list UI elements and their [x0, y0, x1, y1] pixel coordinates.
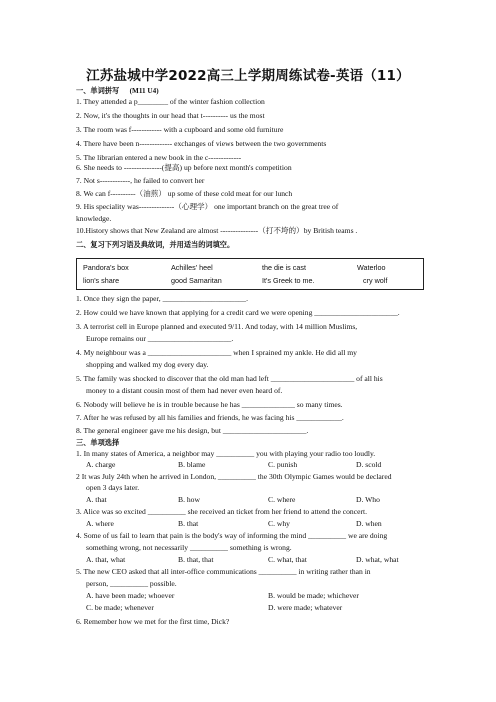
s2-item-6: 6. Nobody will believe he is in trouble because he has ______________ so many times.	[76, 400, 343, 409]
q5-option-b: B. would be made; whichever	[268, 591, 359, 600]
s2-item-4: 4. My neighbour was a ______________________ when I sprained my ankle. He did all my	[76, 348, 357, 357]
s2-item-4-cont: shopping and walked my dog every day.	[86, 360, 209, 369]
q4-option-a: A. that, what	[86, 555, 126, 564]
q3-option-b: B. that	[178, 519, 199, 528]
q4-stem-cont: something wrong, not necessarily __________ something is wrong.	[86, 543, 292, 552]
s1-item-9: 9. His speciality was--------------（心理学） one important branch on the great tree of	[76, 202, 339, 211]
idiom-7: It's Greek to me.	[262, 276, 315, 285]
q1-option-d: D. scold	[356, 460, 382, 469]
s2-item-7: 7. After he was refused by all his families and friends, he was facing his ____________.	[76, 413, 344, 422]
idiom-word-box	[76, 258, 424, 290]
s2-item-5: 5. The family was shocked to discover that the old man had left ______________________ of all his	[76, 374, 383, 383]
s2-item-1: 1. Once they sign the paper, ______________________.	[76, 294, 249, 303]
section1-heading-text: 一、单词拼写	[76, 86, 120, 95]
q3-stem: 3. Alice was so excited __________ she received an ticket from her friend to attend the concert.	[76, 507, 367, 516]
s1-item-7: 7. Not s------------, he failed to convert her	[76, 176, 205, 185]
idiom-8: cry wolf	[363, 276, 388, 285]
q2-option-c: C. where	[268, 495, 296, 504]
q2-option-b: B. how	[178, 495, 200, 504]
q2-stem: 2 It was July 24th when he arrived in London, __________ the 30th Olympic Games would be declared	[76, 472, 392, 481]
q1-option-c: C. punish	[268, 460, 298, 469]
q1-option-b: B. blame	[178, 460, 206, 469]
idiom-1: Pandora's box	[83, 263, 129, 272]
q1-stem: 1. In many states of America, a neighbor may __________ you with playing your radio too loudly.	[76, 449, 376, 458]
q3-option-a: A. where	[86, 519, 114, 528]
q2-option-d: D. Who	[356, 495, 380, 504]
s1-item-3: 3. The room was f------------ with a cupboard and some old furniture	[76, 125, 284, 134]
q2-stem-cont: open 3 days later.	[86, 483, 140, 492]
s1-item-5: 5. The librarian entered a new book in the c-------------	[76, 153, 242, 162]
idiom-2: Achilles' heel	[171, 263, 213, 272]
idiom-3: the die is cast	[262, 263, 306, 272]
s2-item-8: 8. The general engineer gave me his design, but ______________________.	[76, 426, 309, 435]
q5-stem-cont: person, __________ possible.	[86, 579, 177, 588]
idiom-6: good Samaritan	[171, 276, 222, 285]
q5-option-c: C. be made; whenever	[86, 603, 154, 612]
s1-item-2: 2. Now, it's the thoughts in our head that t---------- us the most	[76, 111, 265, 120]
q1-option-a: A. charge	[86, 460, 116, 469]
s1-item-10: 10.History shows that New Zealand are almost ---------------（打不垮的）by British teams .	[76, 226, 358, 235]
q4-stem: 4. Some of us fail to learn that pain is the body's way of informing the mind __________ we are doing	[76, 531, 388, 540]
q2-option-a: A. that	[86, 495, 107, 504]
section2-heading: 二、复习下列习语及典故词，并用适当的词填空。	[76, 240, 235, 249]
s1-item-4: 4. There have been n------------- exchanges of views between the two governments	[76, 139, 327, 148]
q5-stem: 5. The new CEO asked that all inter-office communications __________ in writing rather than in	[76, 567, 371, 576]
s1-item-9-cont: knowledge.	[76, 214, 112, 223]
section1-unit: (M11 U4)	[129, 87, 159, 95]
idiom-5: lion's share	[83, 276, 120, 285]
q5-option-a: A. have been made; whoever	[86, 591, 175, 600]
s2-item-3-cont: Europe remains our ______________________.	[86, 334, 234, 343]
s1-item-8: 8. We can f----------（油煎） up some of these cold meat for our lunch	[76, 189, 293, 198]
s2-item-2: 2. How could we have known that applying for a credit card we were opening ______________________.	[76, 308, 400, 317]
q6-stem: 6. Remember how we met for the first time, Dick?	[76, 617, 230, 626]
q3-option-d: D. when	[356, 519, 382, 528]
q5-option-d: D. were made; whatever	[268, 603, 343, 612]
page-title: 江苏盐城中学2022高三上学期周练试卷-英语（11）	[86, 68, 410, 84]
section1-heading	[76, 86, 159, 96]
q4-option-b: B. that, that	[178, 555, 214, 564]
s2-item-5-cont: money to a distant cousin most of them had never even heard of.	[86, 386, 283, 395]
s1-item-1: 1. They attended a p________ of the winter fashion collection	[76, 97, 265, 106]
section3-heading: 三、单项选择	[76, 438, 120, 447]
q4-option-d: D. what, what	[356, 555, 399, 564]
q3-option-c: C. why	[268, 519, 290, 528]
idiom-4: Waterloo	[357, 263, 386, 272]
q4-option-c: C. what, that	[268, 555, 307, 564]
s1-item-6: 6. She needs to ---------------(提高) up before next month's competition	[76, 163, 292, 172]
s2-item-3: 3. A terrorist cell in Europe planned and executed 9/11. And today, with 14 million Muslims,	[76, 322, 358, 331]
